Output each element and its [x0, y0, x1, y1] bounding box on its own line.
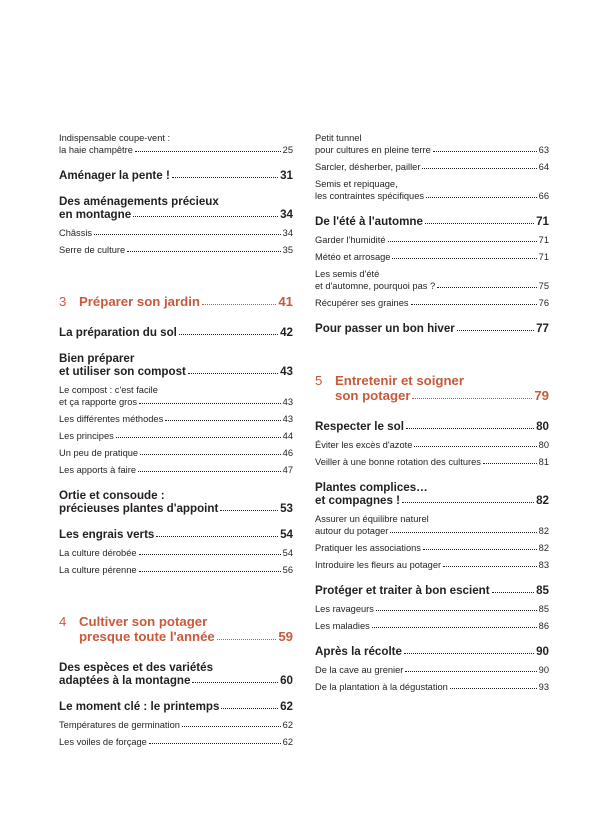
dot-leader — [217, 639, 277, 640]
entry-title: Les engrais verts — [59, 528, 155, 541]
entry-line — [59, 365, 293, 378]
entry-line — [59, 326, 293, 339]
entry-title: Indispensable coupe-vent : — [59, 133, 171, 143]
entry-line — [315, 268, 549, 280]
entry-line — [315, 513, 549, 525]
toc-entry[interactable] — [59, 464, 293, 476]
entry-line — [59, 528, 293, 541]
entry-title: Températures de germination — [59, 720, 180, 730]
entry-title: la haie champêtre — [59, 145, 133, 155]
entry-title: Éviter les excès d'azote — [315, 440, 413, 450]
dot-leader — [411, 304, 537, 305]
toc-column-right — [315, 132, 549, 698]
toc-entry[interactable] — [315, 603, 549, 615]
toc-entry[interactable] — [315, 542, 549, 554]
dot-leader — [390, 532, 536, 533]
page-number: 93 — [538, 682, 549, 692]
toc-section-entry[interactable] — [315, 645, 549, 658]
entry-title: Respecter le sol — [315, 420, 404, 433]
entry-title: Pour passer un bon hiver — [315, 322, 455, 335]
entry-title: et ça rapporte gros — [59, 397, 138, 407]
toc-entry[interactable] — [315, 681, 549, 693]
entry-line — [315, 494, 549, 507]
page-number: 90 — [536, 645, 549, 658]
dot-leader — [172, 177, 278, 178]
page-number: 59 — [278, 629, 293, 644]
entry-title: Aménager la pente ! — [59, 169, 170, 182]
toc-entry[interactable] — [315, 161, 549, 173]
page-number: 86 — [538, 621, 549, 631]
entry-line — [59, 294, 293, 309]
toc-entry[interactable] — [315, 132, 549, 156]
entry-title: De la plantation à la dégustation — [315, 682, 448, 692]
entry-title: et utiliser son compost — [59, 365, 186, 378]
page-number: 63 — [538, 145, 549, 155]
toc-entry[interactable] — [59, 244, 293, 256]
entry-line — [59, 132, 293, 144]
dot-leader — [140, 454, 281, 455]
chapter-heading[interactable] — [59, 294, 293, 309]
toc-entry[interactable] — [59, 227, 293, 239]
dot-leader — [402, 502, 534, 503]
page-number: 62 — [280, 700, 293, 713]
dot-leader — [139, 571, 281, 572]
page-number: 85 — [536, 584, 549, 597]
entry-title: les contraintes spécifiques — [315, 191, 425, 201]
entry-title: autour du potager — [315, 526, 389, 536]
entry-line — [59, 661, 293, 674]
dot-leader — [443, 566, 537, 567]
entry-title: Serre de culture — [59, 245, 126, 255]
page-number: 82 — [538, 526, 549, 536]
chapter-number: 4 — [59, 614, 67, 629]
dot-leader — [94, 234, 281, 235]
dot-leader — [149, 743, 281, 744]
entry-line — [315, 525, 549, 537]
entry-line — [315, 322, 549, 335]
page-number: 66 — [538, 191, 549, 201]
entry-line — [315, 190, 549, 202]
entry-line — [315, 456, 549, 468]
dot-leader — [388, 241, 537, 242]
entry-line — [315, 132, 549, 144]
toc-section-entry[interactable] — [59, 700, 293, 713]
toc-entry[interactable] — [59, 719, 293, 731]
entry-title: Un peu de pratique — [59, 448, 139, 458]
toc-section-entry[interactable] — [59, 195, 293, 221]
entry-title: Petit tunnel — [315, 133, 362, 143]
entry-title: De l'été à l'automne — [315, 215, 423, 228]
entry-line — [59, 719, 293, 731]
page-number: 34 — [280, 208, 293, 221]
entry-line — [59, 384, 293, 396]
dot-leader — [406, 428, 534, 429]
dot-leader — [404, 653, 534, 654]
entry-line — [59, 447, 293, 459]
entry-title: précieuses plantes d'appoint — [59, 502, 219, 515]
entry-title: Les apports à faire — [59, 465, 137, 475]
page-number: 83 — [538, 560, 549, 570]
dot-leader — [139, 554, 281, 555]
page-number: 71 — [538, 252, 549, 262]
dot-leader — [182, 726, 281, 727]
entry-title: Sarcler, désherber, pailler — [315, 162, 421, 172]
dot-leader — [221, 708, 278, 709]
page-number: 43 — [282, 414, 293, 424]
dot-leader — [220, 510, 278, 511]
entry-title: Récupérer ses graines — [315, 298, 409, 308]
dot-leader — [405, 671, 536, 672]
chapter-number: 3 — [59, 294, 67, 309]
entry-title: et d'automne, pourquoi pas ? — [315, 281, 436, 291]
entry-line — [315, 664, 549, 676]
entry-line — [315, 234, 549, 246]
entry-title: Préparer son jardin — [79, 294, 200, 309]
page-number: 80 — [538, 440, 549, 450]
dot-leader — [376, 610, 537, 611]
entry-line — [59, 502, 293, 515]
toc-section-entry[interactable] — [59, 528, 293, 541]
entry-line — [315, 439, 549, 451]
entry-line — [315, 280, 549, 292]
entry-title: Introduire les fleurs au potager — [315, 560, 442, 570]
entry-title: Pratiquer les associations — [315, 543, 421, 553]
entry-title: Entretenir et soigner — [335, 373, 464, 388]
toc-entry[interactable] — [315, 664, 549, 676]
entry-line — [315, 481, 549, 494]
page-number: 62 — [282, 737, 293, 747]
toc-entry[interactable] — [315, 439, 549, 451]
page-number: 25 — [282, 145, 293, 155]
dot-leader — [483, 463, 537, 464]
page-number: 82 — [538, 543, 549, 553]
entry-title: Le moment clé : le printemps — [59, 700, 220, 713]
entry-line — [59, 144, 293, 156]
toc-entry[interactable] — [59, 547, 293, 559]
entry-line — [59, 629, 293, 644]
entry-title: Assurer un équilibre naturel — [315, 514, 429, 524]
page-number: 53 — [280, 502, 293, 515]
toc-entry[interactable] — [315, 297, 549, 309]
entry-line — [59, 208, 293, 221]
toc-entry[interactable] — [315, 456, 549, 468]
entry-line — [315, 559, 549, 571]
toc-entry[interactable] — [59, 413, 293, 425]
dot-leader — [426, 197, 537, 198]
page-number: 34 — [282, 228, 293, 238]
entry-line — [59, 736, 293, 748]
entry-title: Cultiver son potager — [79, 614, 208, 629]
entry-title: presque toute l'année — [79, 629, 215, 644]
page-number: 80 — [536, 420, 549, 433]
entry-line — [59, 413, 293, 425]
entry-title: son potager — [335, 388, 411, 403]
entry-line — [315, 420, 549, 433]
entry-line — [315, 542, 549, 554]
page-number: 54 — [282, 548, 293, 558]
page-number: 71 — [536, 215, 549, 228]
page-number: 54 — [280, 528, 293, 541]
dot-leader — [457, 330, 534, 331]
dot-leader — [492, 592, 534, 593]
page-number: 85 — [538, 604, 549, 614]
entry-line — [59, 430, 293, 442]
entry-line — [59, 464, 293, 476]
toc-section-entry[interactable] — [59, 326, 293, 339]
dot-leader — [372, 627, 537, 628]
dot-leader — [450, 688, 537, 689]
entry-line — [59, 564, 293, 576]
entry-title: La préparation du sol — [59, 326, 177, 339]
entry-line — [59, 396, 293, 408]
dot-leader — [139, 403, 281, 404]
toc-column-left — [59, 132, 293, 753]
toc-entry[interactable] — [59, 564, 293, 576]
entry-line — [59, 244, 293, 256]
entry-line — [315, 645, 549, 658]
toc-section-entry[interactable] — [315, 322, 549, 335]
page-number: 75 — [538, 281, 549, 291]
entry-title: Après la récolte — [315, 645, 402, 658]
entry-title: pour cultures en pleine terre — [315, 145, 431, 155]
entry-title: en montagne — [59, 208, 132, 221]
page-number: 56 — [282, 565, 293, 575]
dot-leader — [422, 168, 536, 169]
entry-title: La culture pérenne — [59, 565, 137, 575]
dot-leader — [133, 216, 278, 217]
dot-leader — [192, 682, 278, 683]
toc-section-entry[interactable] — [59, 489, 293, 515]
entry-line — [59, 700, 293, 713]
entry-line — [59, 614, 293, 629]
dot-leader — [423, 549, 537, 550]
page-number: 47 — [282, 465, 293, 475]
page-number: 77 — [536, 322, 549, 335]
entry-title: Les différentes méthodes — [59, 414, 164, 424]
toc-entry[interactable] — [59, 447, 293, 459]
entry-title: Les voiles de forçage — [59, 737, 147, 747]
dot-leader — [116, 437, 281, 438]
entry-title: et compagnes ! — [315, 494, 401, 507]
page-number: 79 — [534, 388, 549, 403]
toc-entry[interactable] — [315, 513, 549, 537]
dot-leader — [414, 446, 536, 447]
page-number: 43 — [280, 365, 293, 378]
entry-line — [59, 352, 293, 365]
page-number: 35 — [282, 245, 293, 255]
entry-title: Veiller à une bonne rotation des cultures — [315, 457, 481, 467]
chapter-heading[interactable] — [315, 373, 549, 403]
entry-title: Des aménagements précieux — [59, 195, 219, 208]
page-number: 82 — [536, 494, 549, 507]
entry-line — [315, 620, 549, 632]
dot-leader — [425, 223, 534, 224]
toc-entry[interactable] — [315, 268, 549, 292]
entry-line — [315, 297, 549, 309]
entry-title: Les maladies — [315, 621, 370, 631]
entry-line — [315, 215, 549, 228]
entry-line — [315, 178, 549, 190]
dot-leader — [437, 287, 537, 288]
page-number: 44 — [282, 431, 293, 441]
entry-title: Châssis — [59, 228, 93, 238]
dot-leader — [202, 304, 276, 305]
dot-leader — [138, 471, 281, 472]
toc-section-entry[interactable] — [315, 481, 549, 507]
page-number: 71 — [538, 235, 549, 245]
dot-leader — [412, 398, 532, 399]
entry-line — [59, 169, 293, 182]
dot-leader — [165, 420, 280, 421]
dot-leader — [179, 334, 278, 335]
page-number: 42 — [280, 326, 293, 339]
entry-title: Ortie et consoude : — [59, 489, 165, 502]
page-number: 41 — [278, 294, 293, 309]
entry-line — [315, 388, 549, 403]
entry-title: Les ravageurs — [315, 604, 374, 614]
entry-line — [315, 584, 549, 597]
dot-leader — [433, 151, 537, 152]
page-number: 64 — [538, 162, 549, 172]
entry-title: Plantes complices… — [315, 481, 428, 494]
toc-entry[interactable] — [315, 234, 549, 246]
entry-title: Les principes — [59, 431, 114, 441]
entry-title: Le compost : c'est facile — [59, 385, 158, 395]
dot-leader — [135, 151, 281, 152]
entry-title: Bien préparer — [59, 352, 135, 365]
entry-line — [59, 547, 293, 559]
entry-line — [315, 681, 549, 693]
toc-section-entry[interactable] — [59, 661, 293, 687]
toc-entry[interactable] — [315, 620, 549, 632]
toc-section-entry[interactable] — [315, 215, 549, 228]
entry-title: Météo et arrosage — [315, 252, 391, 262]
entry-line — [315, 603, 549, 615]
entry-line — [59, 489, 293, 502]
entry-line — [59, 195, 293, 208]
page-number: 76 — [538, 298, 549, 308]
entry-title: De la cave au grenier — [315, 665, 404, 675]
toc-entry[interactable] — [59, 384, 293, 408]
chapter-number: 5 — [315, 373, 323, 388]
page-number: 81 — [538, 457, 549, 467]
toc-entry[interactable] — [315, 559, 549, 571]
page-number: 60 — [280, 674, 293, 687]
entry-line — [59, 227, 293, 239]
toc-entry[interactable] — [59, 132, 293, 156]
entry-title: Protéger et traiter à bon escient — [315, 584, 490, 597]
toc-section-entry[interactable] — [59, 169, 293, 182]
page-number: 62 — [282, 720, 293, 730]
entry-line — [315, 144, 549, 156]
entry-line — [59, 674, 293, 687]
entry-title: Garder l'humidité — [315, 235, 386, 245]
toc-section-entry[interactable] — [59, 352, 293, 378]
page-number: 43 — [282, 397, 293, 407]
toc-entry[interactable] — [315, 178, 549, 202]
toc-entry[interactable] — [315, 251, 549, 263]
toc-section-entry[interactable] — [315, 420, 549, 433]
toc-entry[interactable] — [59, 736, 293, 748]
dot-leader — [188, 373, 278, 374]
entry-line — [315, 161, 549, 173]
entry-title: Semis et repiquage, — [315, 179, 398, 189]
entry-line — [315, 373, 549, 388]
dot-leader — [392, 258, 536, 259]
dot-leader — [156, 536, 278, 537]
toc-section-entry[interactable] — [315, 584, 549, 597]
entry-title: Les semis d'été — [315, 269, 380, 279]
page-number: 31 — [280, 169, 293, 182]
entry-line — [315, 251, 549, 263]
entry-title: Des espèces et des variétés — [59, 661, 214, 674]
page-number: 90 — [538, 665, 549, 675]
chapter-heading[interactable] — [59, 614, 293, 644]
entry-title: La culture dérobée — [59, 548, 137, 558]
toc-entry[interactable] — [59, 430, 293, 442]
dot-leader — [127, 251, 281, 252]
page-number: 46 — [282, 448, 293, 458]
entry-title: adaptées à la montagne — [59, 674, 191, 687]
